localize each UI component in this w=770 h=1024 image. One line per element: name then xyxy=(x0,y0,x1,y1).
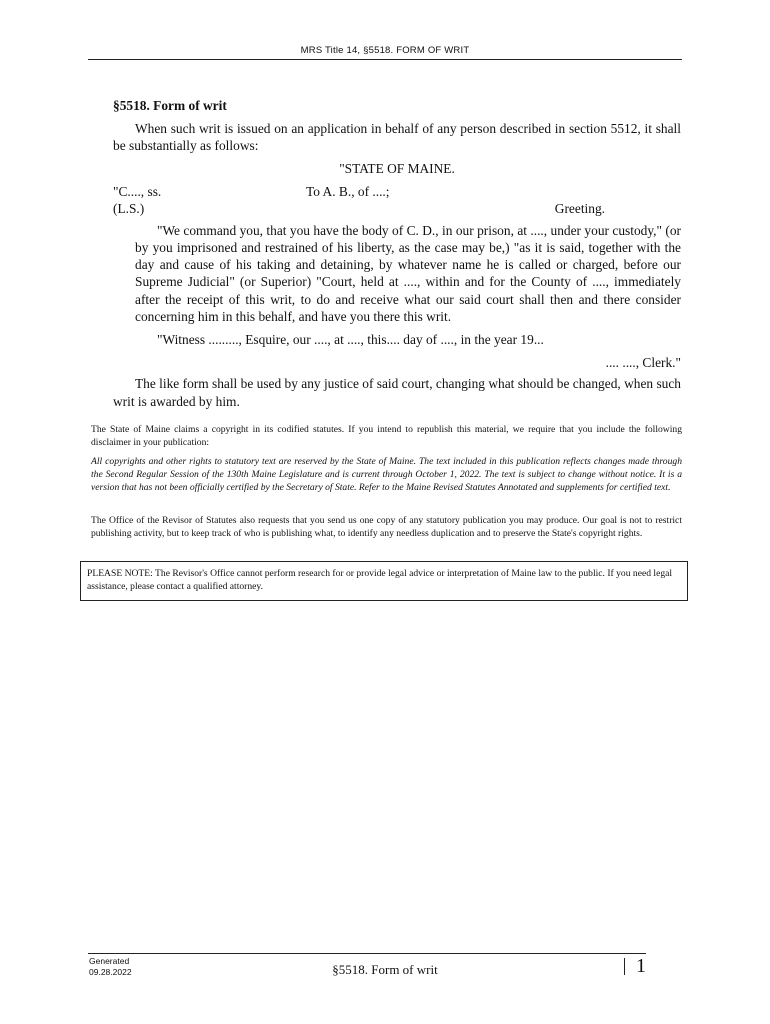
state-heading: "STATE OF MAINE. xyxy=(339,160,455,176)
running-header: MRS Title 14, §5518. FORM OF WRIT xyxy=(300,45,470,56)
to-line: To A. B., of ....; xyxy=(306,183,390,199)
seal-label: (L.S.) xyxy=(113,200,145,216)
statute-body xyxy=(113,97,681,415)
greeting-label: Greeting. xyxy=(554,200,605,216)
section-title: §5518. Form of writ xyxy=(113,98,227,113)
copyright-claim: The State of Maine claims a copyright in its codified statutes. If you intend to republish this material, we require that you include the following disclaimer in your publication: xyxy=(91,424,682,449)
page-number: 1 xyxy=(636,955,646,977)
generated-label: Generated xyxy=(89,956,130,966)
venue-row xyxy=(113,183,681,200)
footer-rule xyxy=(88,953,646,954)
intro-paragraph: When such writ is issued on an application in behalf of any person described in section 5512, it shall be substantially as follows: xyxy=(113,121,681,154)
copyright-disclaimer: All copyrights and other rights to statutory text are reserved by the State of Maine. The text included in this publication reflects changes made through the Second Regular Session of the 130th Maine Legislature and is current through October 1, 2022. The text is subject to change without notice. It is a version that has not been officially certified by the Secretary of State. Refer to the Maine Revised Statutes Annotated and supplements for certified text. xyxy=(91,456,682,494)
closing-paragraph: The like form shall be used by any justice of said court, changing what should be changed, when such writ is awarded by him. xyxy=(113,376,681,409)
generated-date: 09.28.2022 xyxy=(89,967,132,977)
command-paragraph: "We command you, that you have the body of C. D., in our prison, at ...., under your custody," (or by you imprisoned and restrained of his liberty, as the case may be,) "as it is said, together with the day and cause of his taking and detaining, by whatever name he is called or charged, before our Supreme Judicial" (or Superior) "Court, held at ...., within and for the County of ...., immediately after the receipt of this writ, to do and receive what our said court shall then and there consider concerning him in this behalf, and have you there this writ. xyxy=(135,222,681,324)
footer-divider xyxy=(624,958,625,975)
please-note-box xyxy=(80,561,688,601)
please-note-text: PLEASE NOTE: The Revisor's Office cannot perform research for or provide legal advice or interpretation of Maine law to the public. If you need legal assistance, please contact a qualified attorney. xyxy=(87,568,673,593)
revisor-request: The Office of the Revisor of Statutes also requests that you send us one copy of any statutory publication you may produce. Our goal is not to restrict publishing activity, but to keep track of who is publishing what, to identify any needless duplication and to preserve the State's copyright rights. xyxy=(91,515,682,540)
footer-title: §5518. Form of writ xyxy=(332,962,438,977)
seal-row xyxy=(113,200,681,217)
county-line: "C...., ss. xyxy=(113,183,162,199)
header-rule xyxy=(88,59,682,60)
witness-line: "Witness ........., Esquire, our ...., at ...., this.... day of ...., in the year 19... xyxy=(157,332,544,348)
clerk-line: .... ...., Clerk." xyxy=(605,355,681,371)
